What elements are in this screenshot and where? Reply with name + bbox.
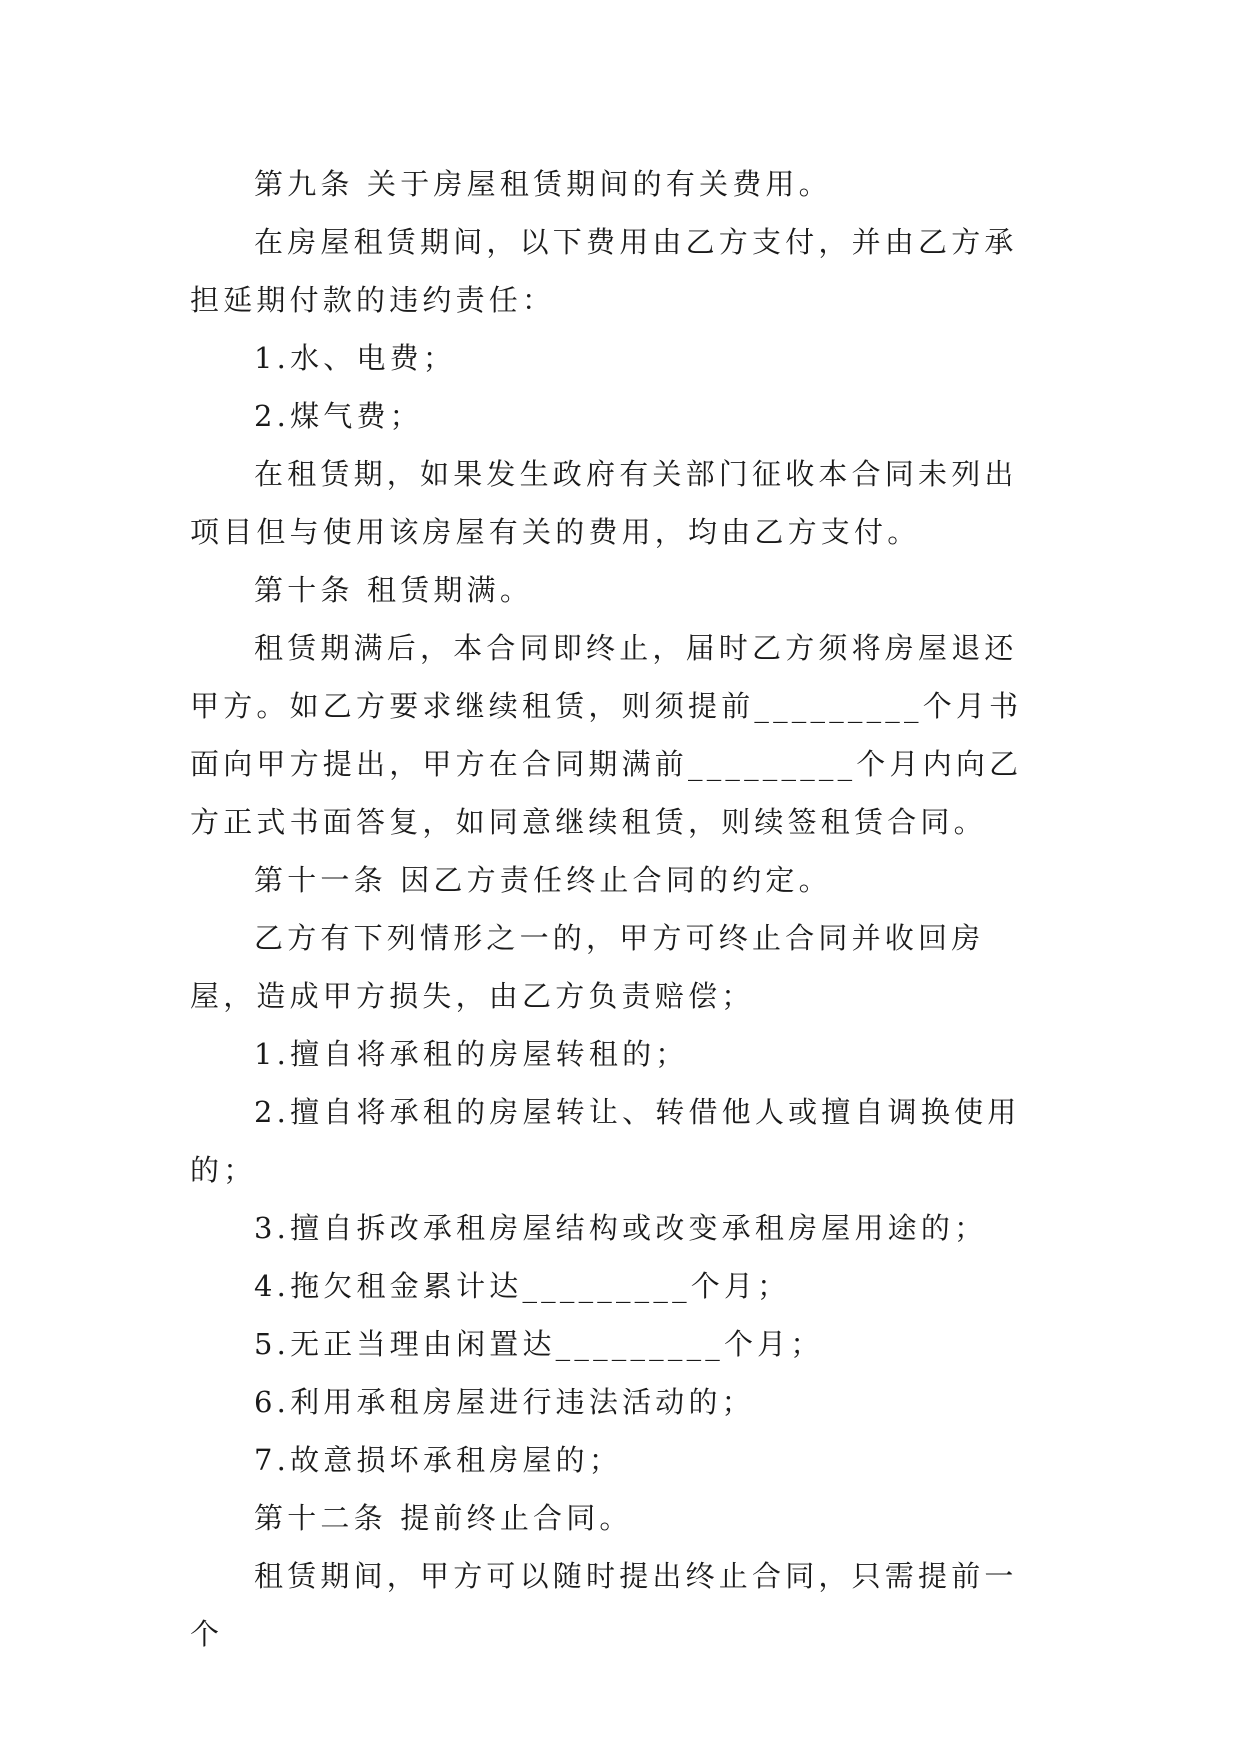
paragraph: 租赁期满后，本合同即终止，届时乙方须将房屋退还甲方。如乙方要求继续租赁，则须提前_________个月书面向甲方提出，甲方在合同期满前_________个月内向乙方正式书面答复，如同意继续租赁，则续签租赁合同。: [190, 631, 1023, 839]
article-12-heading: 第十二条 提前终止合同。: [254, 1501, 633, 1535]
list-item: 4.拖欠租金累计达_________个月；: [254, 1269, 791, 1303]
list-item: 1.擅自将承租的房屋转租的；: [254, 1037, 689, 1071]
article-10-heading: 第十条 租赁期满。: [254, 573, 534, 607]
document-body: [190, 155, 1050, 1663]
list-item: 1.水、电费；: [254, 341, 457, 375]
list-item: 3.擅自拆改承租房屋结构或改变承租房屋用途的；: [254, 1211, 988, 1245]
list-item: 7.故意损坏承租房屋的；: [254, 1443, 623, 1477]
list-item: 6.利用承租房屋进行违法活动的；: [254, 1385, 755, 1419]
article-11-heading: 第十一条 因乙方责任终止合同的约定。: [254, 863, 832, 897]
list-item: 2.擅自将承租的房屋转让、转借他人或擅自调换使用的；: [190, 1095, 1021, 1187]
list-item: 2.煤气费；: [254, 399, 423, 433]
paragraph: 租赁期间，甲方可以随时提出终止合同，只需提前一个: [190, 1559, 1018, 1651]
list-item: 5.无正当理由闲置达_________个月；: [254, 1327, 824, 1361]
article-9-heading: 第九条 关于房屋租赁期间的有关费用。: [254, 167, 832, 201]
paragraph: 乙方有下列情形之一的，甲方可终止合同并收回房屋，造成甲方损失，由乙方负责赔偿；: [190, 921, 985, 1013]
paragraph: 在租赁期，如果发生政府有关部门征收本合同未列出项目但与使用该房屋有关的费用，均由乙方支付。: [190, 457, 1018, 549]
paragraph: 在房屋租赁期间，以下费用由乙方支付，并由乙方承担延期付款的违约责任：: [190, 225, 1018, 317]
